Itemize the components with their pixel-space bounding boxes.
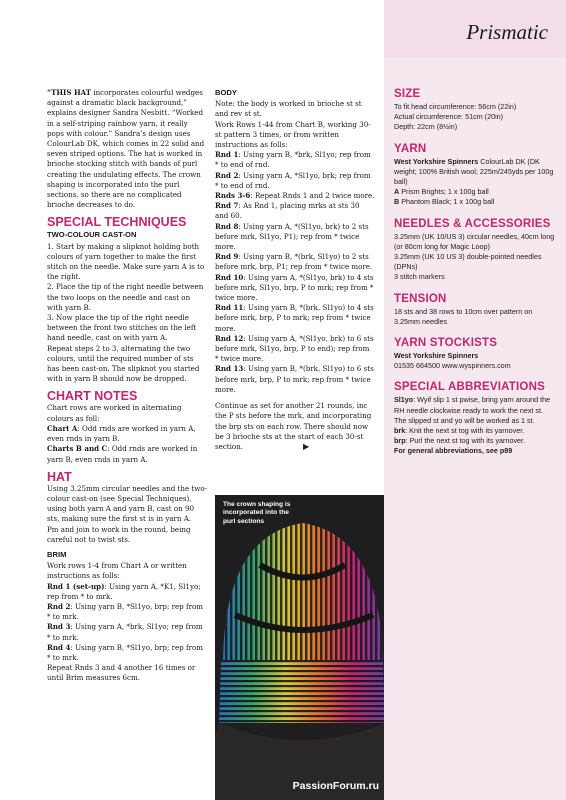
yarn-heading: YARN <box>394 142 427 155</box>
abbreviation-item: Sl1yo: Wyif slip 1 st pwise, bring yarn around the RH needle clockwise ready to work the next st. The slipped st and yo will be worked as 1 st. <box>394 395 551 425</box>
body-heading: BODY <box>215 88 237 97</box>
brim-heading: BRIM <box>47 549 67 559</box>
pattern-info-sidebar <box>384 58 566 800</box>
intro-paragraph <box>47 88 207 210</box>
yarn-a: A Prism Brights; 1 x 100g ball <box>394 187 489 197</box>
page-title: Prismatic <box>466 20 548 44</box>
stockists-heading: YARN STOCKISTS <box>394 337 498 350</box>
body-row: Rnd 13: Using yarn B, *(brk, Sl1yo) to 6 sts before mrk, brp, P to mrk; rep from * twice more. <box>215 364 374 394</box>
body-row: Rnd 10: Using yarn A, *(Sl1yo, brk) to 4 sts before mrk, Sl1yo, brp, P to mrk; rep from * twice more. <box>215 272 374 303</box>
body-row: Rnd 2: Using yarn A, *Sl1yo, brk; rep from * to end of rnd. <box>215 170 371 190</box>
site-watermark: PassionForum.ru <box>292 780 379 792</box>
header-band <box>384 0 566 58</box>
body-row: Rnds 3-6: Repeat Rnds 1 and 2 twice more. <box>215 191 375 201</box>
abbreviations-footer: For general abbreviations, see p89 <box>394 446 513 456</box>
column-one <box>47 88 207 684</box>
size-line: Depth: 22cm (8½in) <box>394 122 458 132</box>
intro-text: incorporates colourful wedges against a dramatic black background,” explains designer Sandra Nesbitt. “Worked in a self-striping rainbow yarn, it really pops with colour.” Sandra’s design uses ColourLab DK, which comes in 22 solid and seven striped options. The hat is worked in brioche stocking stitch with bands of purl creating the undulating effects. The crown shaping is incorporated into the purl sections, so there are no complicated brioche decreases to do. <box>47 88 205 210</box>
tension-heading: TENSION <box>394 292 447 305</box>
brim-row: Rnd 2: Using yarn B, *Sl1yo, brp; rep from * to mrk. <box>47 601 203 622</box>
chart-notes-heading: CHART NOTES <box>47 389 138 404</box>
chart-notes-text: Chart rows are worked in alternating colours as foll: <box>47 403 182 423</box>
size-line: To fit head circumference: 56cm (22in) <box>394 102 517 111</box>
body-row: Rnd 8: Using yarn A, *(Sl1yo, brk) to 2 sts before mrk, Sl1yo, P1); rep from * twice more. <box>215 221 369 252</box>
size-heading: SIZE <box>394 88 421 100</box>
abbreviation-item: brp: Purl the next st tog with its yarnover. <box>394 436 526 446</box>
intro-lead: “THIS HAT <box>47 88 92 97</box>
stockist-name: West Yorkshire Spinners <box>394 351 479 361</box>
tension-text: 18 sts and 38 rows to 10cm over pattern on 3.25mm needles <box>394 306 533 326</box>
needles-line: 3.25mm (UK 10/US 3) circular needles, 40cm long (or 80cm long for Magic Loop) <box>394 231 555 251</box>
abbreviations-heading: SPECIAL ABBREVIATIONS <box>394 381 545 394</box>
hat-paragraph: Using 3.25mm circular needles and the two-colour cast-on (see Special Techniques), using both yarn A and yarn B, cast on 90 sts, making sure the first st is in yarn A. <box>47 483 207 524</box>
cast-on-step: 2. Place the tip of the right needle between the two loops on the needle and cast on with yarn B. <box>47 282 204 312</box>
needles-heading: NEEDLES & ACCESSORIES <box>394 217 551 230</box>
photo-caption: The crown shaping is incorporated into the purl sections <box>223 501 291 525</box>
chart-bc-note: Charts B and C: Odd rnds are worked in yarn B, even rnds in yarn A. <box>47 444 198 464</box>
body-outro: Continue as set for another 21 rounds, inc the P sts before the mrk, and incorporating the brp sts on each row. There should now be 3 brioche sts at the start of each 30-st section. ▶ <box>215 401 372 451</box>
yarn-b: B Phantom Black; 1 x 100g ball <box>394 197 495 207</box>
brim-row: Rnd 3: Using yarn A, *brk, Sl1yo; rep from * to mrk. <box>47 622 203 642</box>
cast-on-step: 3. Now place the tip of the right needle between the front two stitches on the left hand needle, cast on with yarn A. <box>47 313 197 343</box>
abbreviation-item: brk: Knit the next st tog with its yarnover. <box>394 426 525 436</box>
hat-photo <box>215 495 385 800</box>
body-row: Rnd 9: Using yarn B, *(brk, Sl1yo) to 2 sts before mrk, brp, P1; rep from * twice more. <box>215 252 373 272</box>
cast-on-step: 1. Start by making a slipknot holding both colours of yarn together to make the first stitch on the needle. Make sure yarn A is to the right. <box>47 241 205 282</box>
body-note: Note: the body is worked in brioche st st and rev st st. <box>215 99 362 119</box>
body-intro: Work Rows 1-44 from Chart B, working 30-st pattern 3 times, or from written instructions as folls: <box>215 119 371 150</box>
column-two <box>215 88 375 452</box>
brim-row: Rnd 4: Using yarn B, *Sl1yo, brp; rep from * to mrk. <box>47 642 203 662</box>
needles-line: 3.25mm (UK 10 US 3) double-pointed needles (DPNs) <box>394 252 542 272</box>
needles-line: 3 stitch markers <box>394 272 445 282</box>
knitted-hat-illustration <box>215 495 385 800</box>
brim-row: Rnd 1 (set-up): Using yarn A, *K1, Sl1yo; rep from * to mrk. <box>47 581 201 601</box>
hat-heading: HAT <box>47 469 72 484</box>
brim-intro: Work rows 1-4 from Chart A or written instructions as folls: <box>47 561 187 581</box>
cast-on-step: Repeat steps 2 to 3, alternating the two colours, until the required number of sts has been cast-on. The slipknot you started with in yarn B should now be dropped. <box>47 343 200 384</box>
body-row: Rnd 7: As Rnd 1, placing mrks at sts 30 and 60. <box>215 201 360 221</box>
special-techniques-heading: SPECIAL TECHNIQUES <box>47 215 187 230</box>
chart-a-note: Chart A: Odd rnds are worked in yarn A, even rnds in yarn B. <box>47 423 196 444</box>
size-line: Actual circumference: 51cm (20in) <box>394 112 504 122</box>
yarn-description: West Yorkshire Spinners ColourLab DK (DK weight; 100% British wool; 225m/245yds per 100g ball) <box>394 156 554 187</box>
hat-paragraph: Pm and join to work in the round, being careful not to twist sts. <box>47 524 191 544</box>
body-row: Rnd 1: Using yarn B, *brk, Sl1yo; rep from * to end of rnd. <box>215 150 371 170</box>
cast-on-subheading: TWO-COLOUR CAST-ON <box>47 230 137 240</box>
body-row: Rnd 12: Using yarn A, *(Sl1yo, brk) to 6 sts before mrk, Sl1yo, brp, P to end); rep from * twice more. <box>215 333 374 364</box>
body-row: Rnd 11: Using yarn B, *(brk, Sl1yo) to 4 sts before mrk, brp, P to mrk; rep from * twice more. <box>215 303 374 333</box>
brim-outro: Repeat Rnds 3 and 4 another 16 times or until Brim measures 6cm. <box>47 663 196 683</box>
continue-arrow-icon: ▶ <box>303 441 310 451</box>
stockist-contact: 01535 664500 www.wyspinners.com <box>394 361 511 371</box>
